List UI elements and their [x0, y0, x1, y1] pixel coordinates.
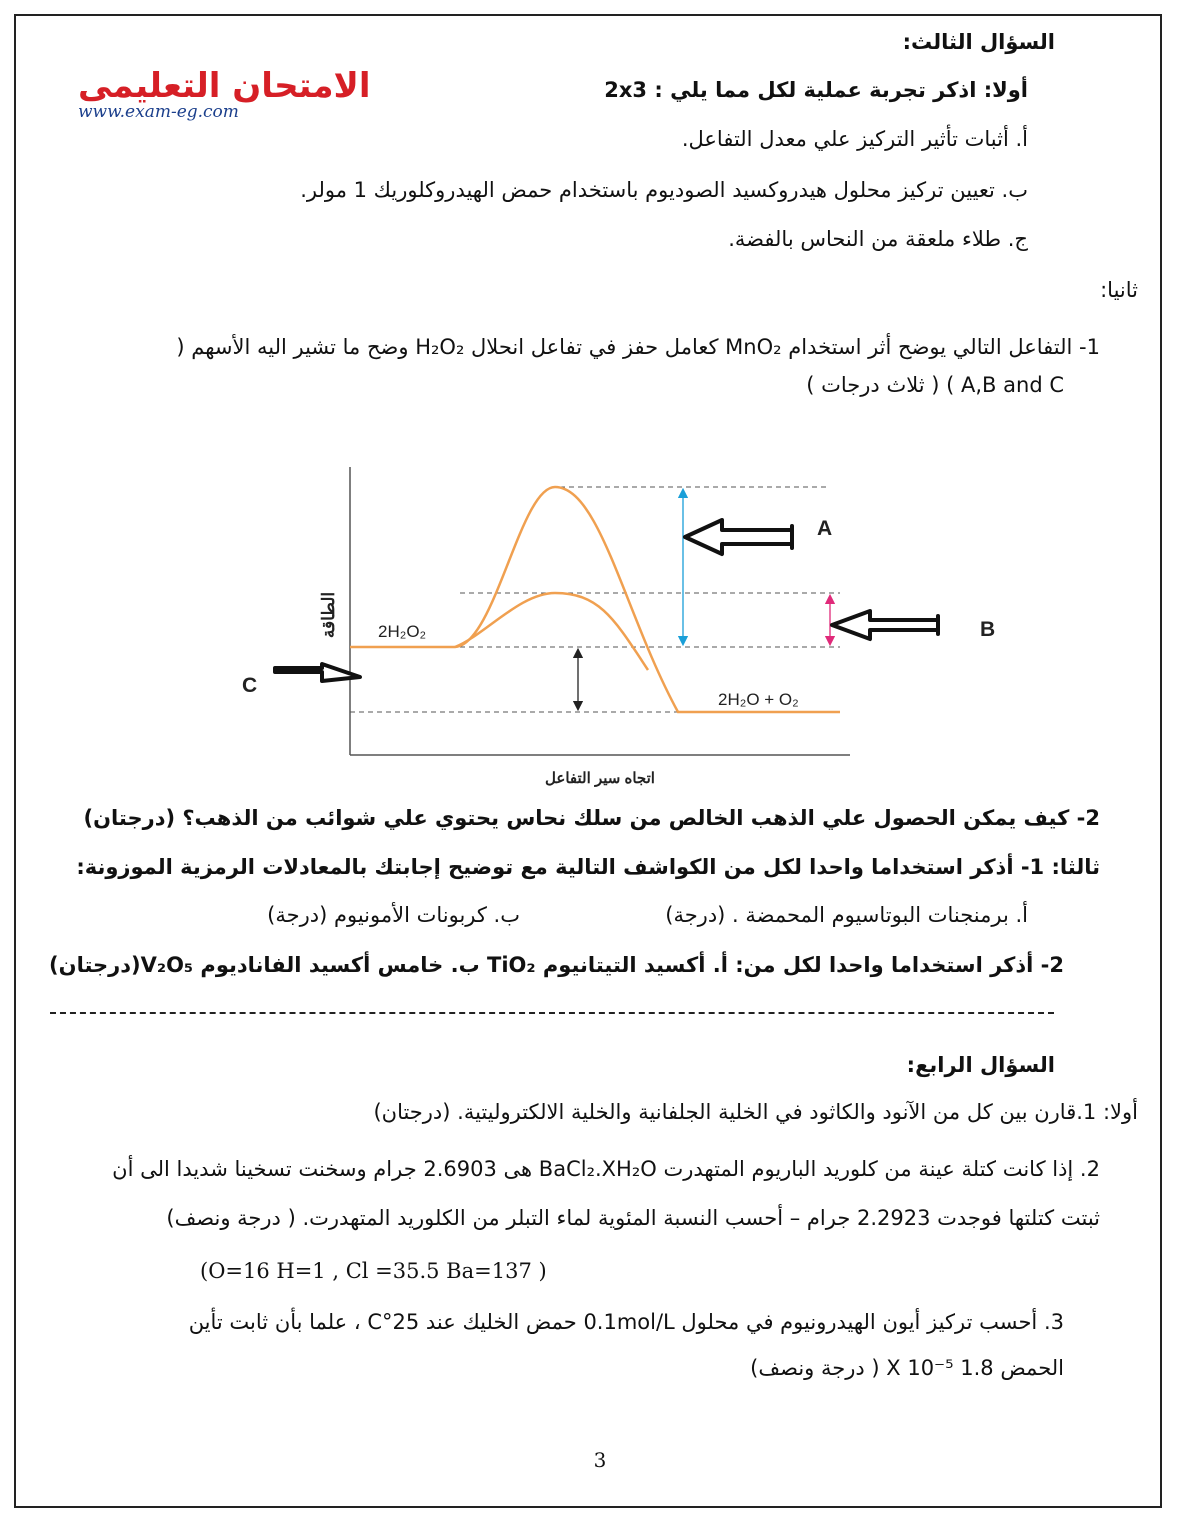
x-axis-label: اتجاه سير التفاعل [545, 770, 655, 787]
q4-p2-masses: (O=16 H=1 , Cl =35.5 Ba=137 ) [200, 1259, 547, 1283]
q4-first: أولا: 1.قارن بين كل من الآنود والكاثود في الخلية الجلفانية والخلية الالكتروليتية. (درجتان) [373, 1100, 1138, 1124]
q4-p2-line1: 2. إذا كانت كتلة عينة من كلوريد الباريوم المتهدرت BaCl₂.XH₂O هى 2.6903 جرام وسخنت تسخينا شديدا الى أن [112, 1157, 1100, 1181]
logo-url: www.exam-eg.com [78, 102, 239, 122]
q3-s2: 2- كيف يمكن الحصول علي الذهب الخالص من سلك نحاس يحتوي علي شوائب من الذهب؟ (درجتان) [83, 806, 1100, 830]
section-divider [50, 1012, 1054, 1014]
catalyzed-curve [455, 593, 648, 670]
q3-s1-line2: A,B and C ) ( ثلاث درجات ) [806, 373, 1064, 397]
reactant-label: 2H₂O₂ [378, 622, 427, 641]
q3-first-heading: أولا: اذكر تجربة عملية لكل مما يلي : 2x3 [604, 78, 1028, 102]
label-a: A [817, 517, 833, 540]
q3-third-b: ب. كربونات الأمونيوم (درجة) [267, 903, 520, 927]
q3-s1-line1: 1- التفاعل التالي يوضح أثر استخدام MnO₂ كعامل حفز في تفاعل انحلال H₂O₂ وضح ما تشير اليه الأسهم ( [176, 335, 1100, 359]
label-b: B [980, 618, 996, 641]
arrow-c [275, 664, 360, 681]
arrow-b [832, 611, 938, 639]
y-axis-label: الطاقة [319, 591, 338, 639]
q4-p2-line2: ثبتت كتلتها فوجدت 2.2923 جرام – أحسب النسبة المئوية لماء التبلر من الكلوريد المتهدرت. ( درجة ونصف) [166, 1206, 1100, 1230]
q4-p3-line1: 3. أحسب تركيز أيون الهيدرونيوم في محلول 0.1mol/L حمض الخليك عند 25°C ، علما بأن ثابت تأين [188, 1310, 1064, 1334]
q4-p3-line2: الحمض 1.8 X 10⁻⁵ ( درجة ونصف) [750, 1356, 1064, 1380]
product-label: 2H₂O + O₂ [718, 690, 799, 709]
site-logo [70, 66, 371, 130]
q4-title: السؤال الرابع: [906, 1053, 1055, 1077]
q3-item-b: ب. تعيين تركيز محلول هيدروكسيد الصوديوم باستخدام حمض الهيدروكلوريك 1 مولر. [300, 178, 1028, 202]
q3-item-a: أ. أثبات تأثير التركيز علي معدل التفاعل. [681, 127, 1028, 151]
q3-third-a: أ. برمنجنات البوتاسيوم المحمضة . (درجة) [665, 903, 1028, 927]
q3-third-2: 2- أذكر استخداما واحدا لكل من: أ. أكسيد التيتانيوم TiO₂ ب. خامس أكسيد الفاناديوم V₂O₅(درجتان) [49, 953, 1064, 977]
label-c: C [242, 674, 258, 697]
q3-second-heading: ثانيا: [1100, 278, 1138, 302]
arrow-a [685, 520, 792, 554]
logo-text: الامتحان التعليمى [78, 66, 371, 106]
uncatalyzed-curve [350, 487, 840, 712]
q3-third-line1: ثالثا: 1- أذكر استخداما واحدا لكل من الكواشف التالية مع توضيح إجابتك بالمعادلات الرمزية الموزونة: [76, 855, 1100, 879]
page-number: 3 [593, 1448, 607, 1472]
q3-item-c: ج. طلاء ملعقة من النحاس بالفضة. [728, 227, 1028, 251]
q3-title: السؤال الثالث: [902, 30, 1055, 54]
energy-diagram [230, 455, 1030, 795]
